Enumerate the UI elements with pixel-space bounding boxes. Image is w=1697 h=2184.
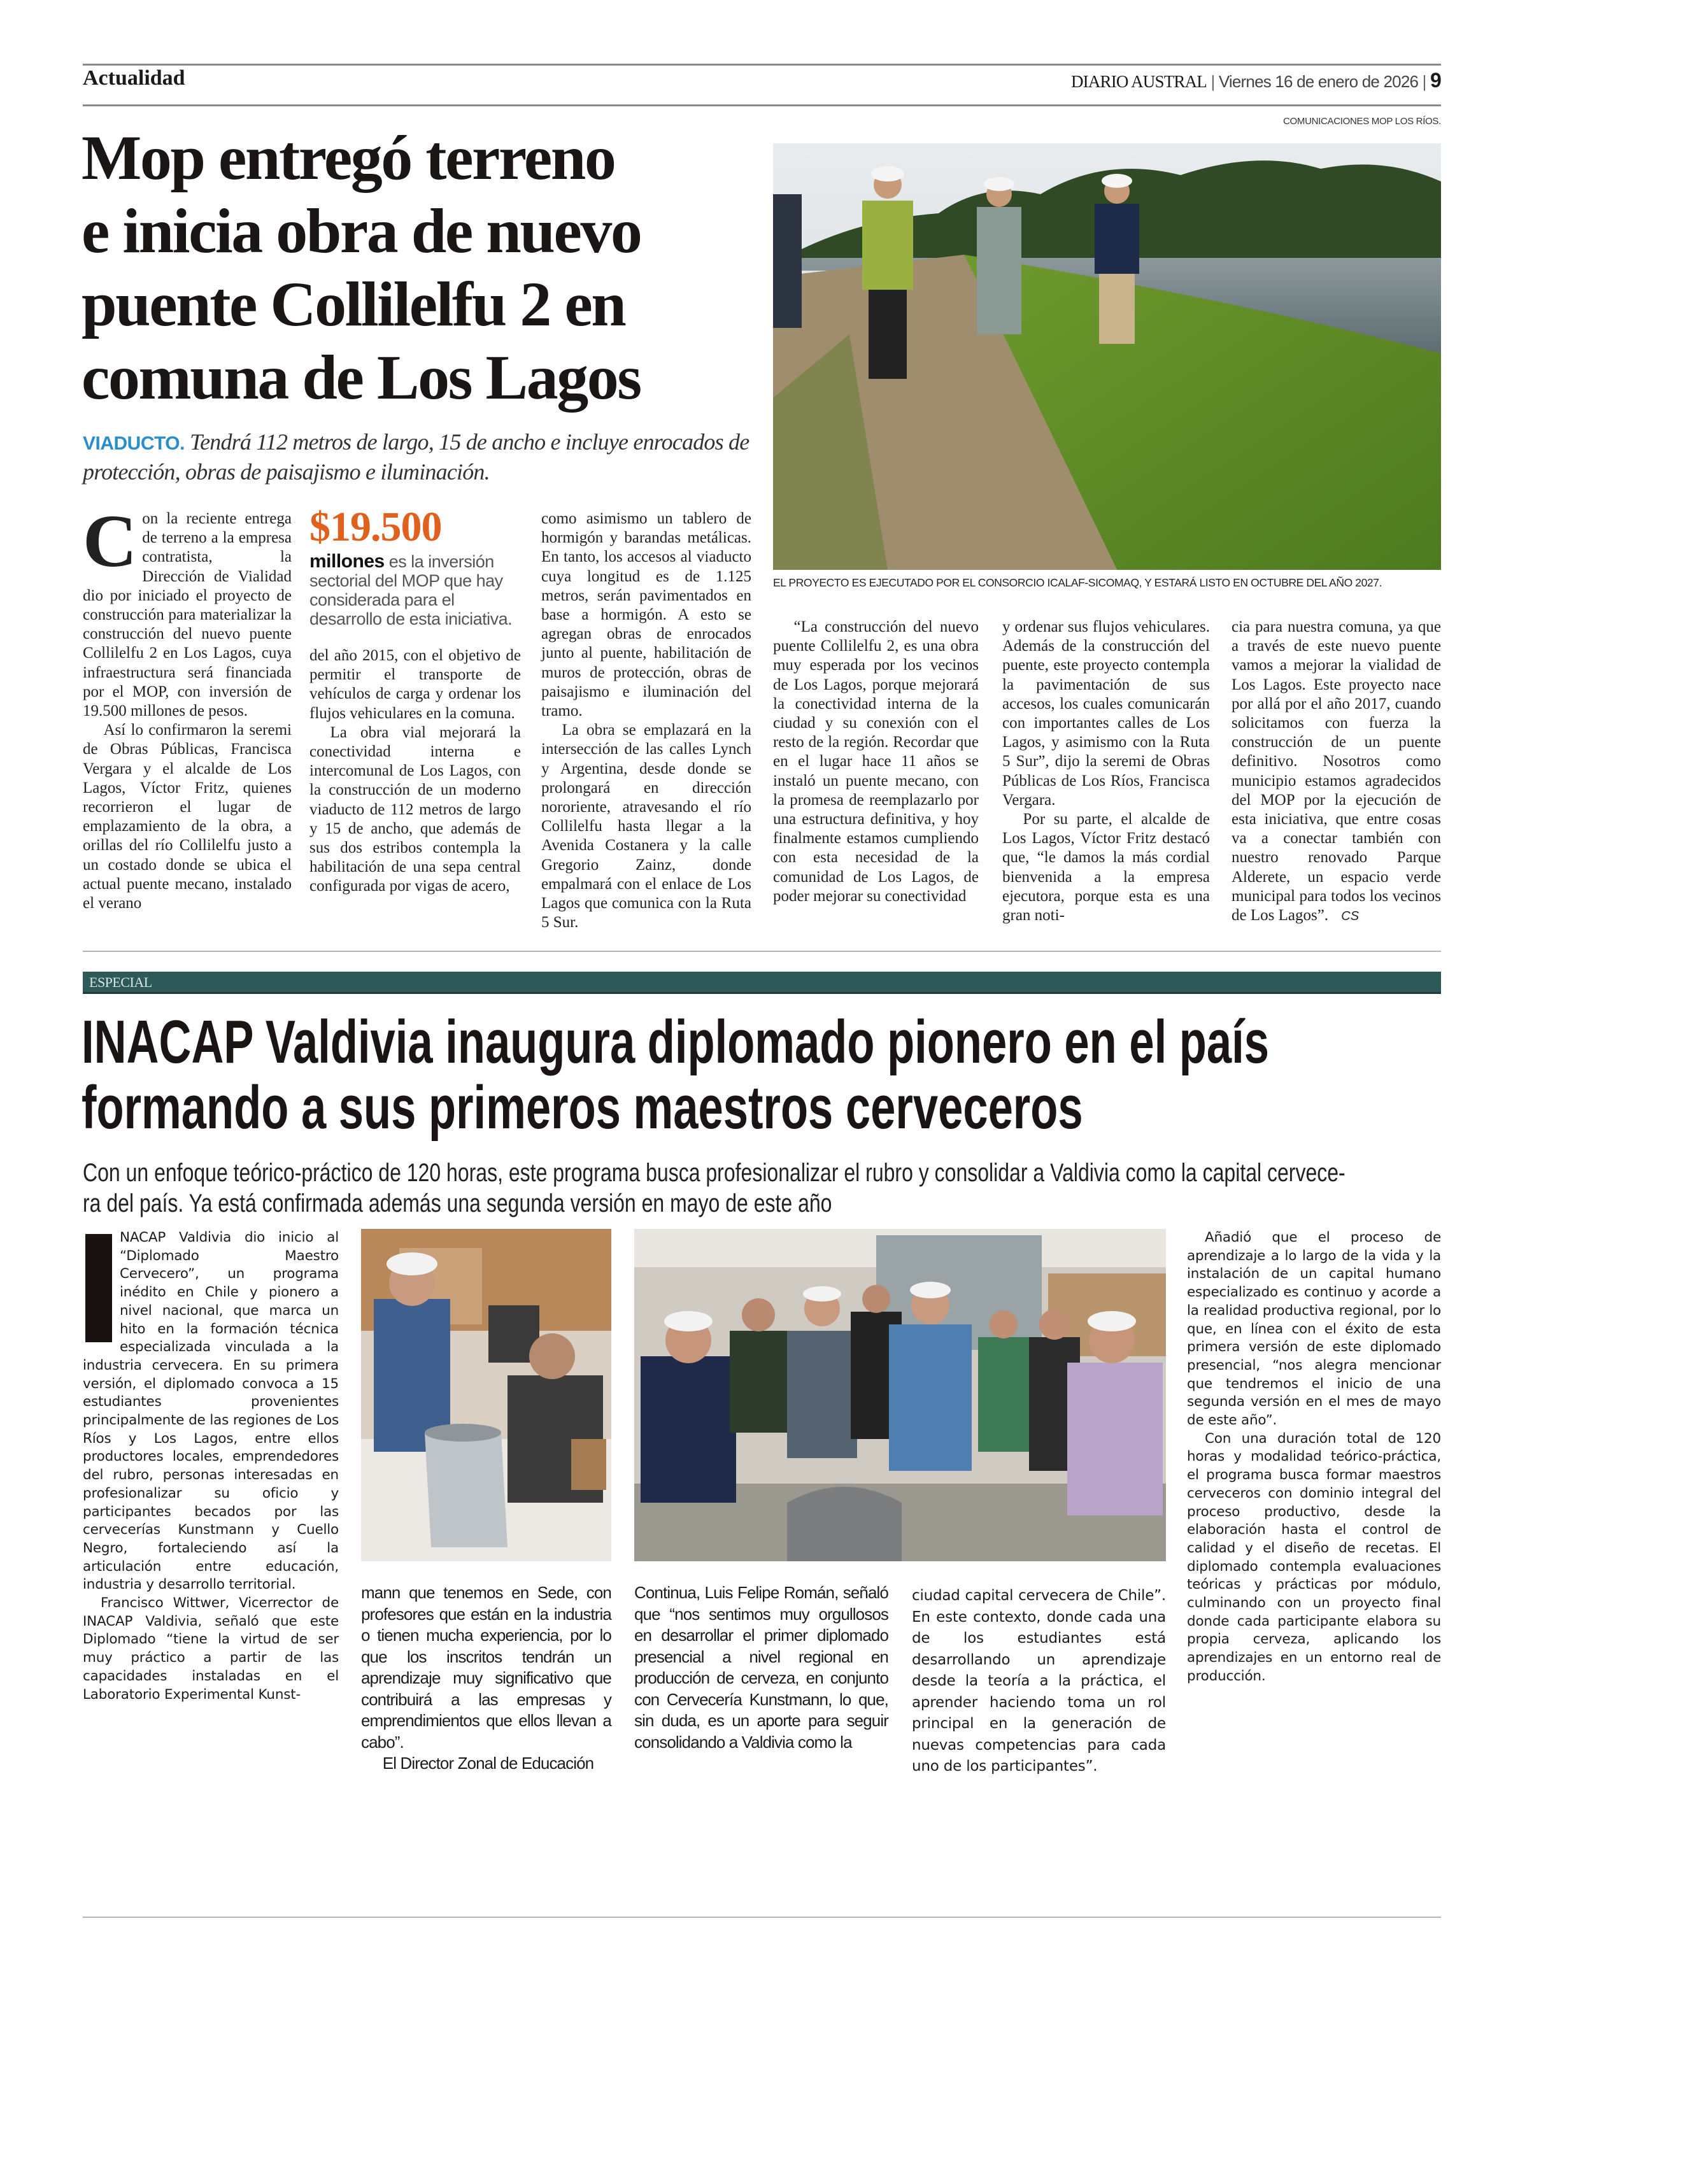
photo-caption: EL PROYECTO ES EJECUTADO POR EL CONSORCIO ICALAF-SICOMAQ, Y ESTARÁ LISTO EN OCTUBRE DEL AÑO 2027. (773, 576, 1382, 589)
article2-headline (82, 1009, 1697, 1140)
article-divider (83, 951, 1441, 952)
paragraph: ciudad capital cervecera de Chile”. En este contexto, donde cada una de los estudiantes está desarrollando un aprendizaje desde la teoría a la práctica, el aprender haciendo toma un rol principal en la generación de nuevas competencias para cada uno de los participantes”. (912, 1587, 1166, 1775)
headline-line: e inicia obra de nuevo (82, 195, 641, 266)
article2-deck (83, 1158, 1661, 1219)
photo-group-students (634, 1229, 1166, 1561)
article1-column-4 (773, 618, 979, 906)
article2-column-5 (1187, 1229, 1441, 1686)
separator: | (1211, 72, 1215, 91)
paragraph: on la reciente entrega de terreno a la empresa contratista, la Dirección de Vialidad dio por iniciado el proyecto de construcción para materializar la construcción del nuevo puente Collilelfu 2 en Los Lagos, cuya infraestructura será financiada por el MOP, con inversión de 19.500 millones de pesos. (83, 510, 292, 720)
deck-line: ra del país. Ya está confirmada además una segunda versión en mayo de este año (83, 1189, 832, 1217)
article1-column-1 (83, 499, 292, 913)
issue-date: Viernes 16 de enero de 2026 (1218, 72, 1419, 91)
section-bar (83, 972, 1441, 994)
article1-column-3 (541, 509, 751, 932)
headline-line: puente Collilelfu 2 en (82, 269, 625, 339)
paragraph: y ordenar sus flujos vehiculares. Además de la construcción del puente, este proyecto contempla la pavimentación de sus accesos, los cuales comunicarán con importantes calles de Los Lagos, y asimismo con la Ruta 5 Sur”, dijo la seremi de Obras Públicas de Los Ríos, Francisca Vergara. (1002, 618, 1210, 809)
separator: | (1422, 72, 1426, 91)
paragraph: Así lo confirmaron la seremi de Obras Públicas, Francisca Vergara y el alcalde de Los Lagos, Víctor Fritz, quienes recorrieron el lugar de emplazamiento de la obra, a orillas del río Collilelfu justo a un costado donde se ubica el actual puente mecano, instalado el verano (83, 721, 292, 912)
photo-image (361, 1229, 611, 1561)
section-label: Actualidad (83, 66, 185, 90)
paragraph: Continua, Luis Felipe Román, señaló que “nos sentimos muy orgullosos en desarrollar el primer diplomado presencial a nivel regional en producción de cerveza, en conjunto con Cervecería Kunstmann, lo que, sin duda, es un aporte para seguir consolidando a Valdivia como la (634, 1583, 888, 1752)
folio (1071, 69, 1441, 92)
paragraph: Francisco Wittwer, Vicerrector de INACAP Valdivia, señaló que este Diplomado “tiene la virtud de ser muy práctico a partir de las capacidades instaladas en el Laboratorio Experimental Kunst- (83, 1595, 339, 1703)
article1-column-6 (1232, 618, 1441, 926)
callout-unit: millones (309, 551, 385, 572)
end-mark: CS (1341, 909, 1360, 924)
headline-line: comuna de Los Lagos (82, 342, 641, 413)
callout-description: es la inversión sectorial del MOP que hay considerada para el desarrollo de esta iniciativa. (309, 552, 513, 628)
photo-image (634, 1229, 1166, 1561)
paragraph: como asimismo un tablero de hormigón y barandas metálicas. En tanto, los accesos al viaducto cuya longitud es de 1.125 metros, serán pavimentados en base a hormigón. A esto se agregan obras de enrocados junto al puente, habilitación de muros de protección, obras de paisajismo e iluminación del tramo. (541, 510, 751, 720)
article1-column-2 (309, 646, 521, 897)
paragraph: Con una duración total de 120 horas y modalidad teórico-práctica, el programa busca formar maestros cerveceros con dominio integral del proceso productivo, desde la elaboración hasta el control de calidad y el diseño de recetas. El diplomado contempla evaluaciones teóricas y prácticas por módulo, culminando con un proyecto final donde cada participante elabora su propia cerveza, aplicando los aprendizajes en un entorno real de producción. (1187, 1430, 1441, 1684)
photo-credit: COMUNICACIONES MOP LOS RÍOS. (1282, 116, 1441, 127)
callout-text (309, 552, 521, 628)
callout-amount: $19.500 (309, 504, 442, 550)
headline-line: formando a sus primeros maestros cerveceros (82, 1074, 1083, 1142)
photo-image (773, 143, 1441, 570)
deck-line: Con un enfoque teórico-práctico de 120 horas, este programa busca profesionalizar el rubro y consolidar a Valdivia como la capital cervece- (83, 1159, 1346, 1187)
paragraph: “La construcción del nuevo puente Collilelfu 2, es una obra muy esperada por los vecinos de Los Lagos, porque mejorará la conectividad interna de la ciudad y su conexión con el resto de la región. Recordar que en el lugar hace 11 años se instaló un puente mecano, con la promesa de reemplazarlo por una estructura definitiva, y hoy finalmente estamos cumpliendo con esta necesidad de la comunidad de Los Lagos, de poder mejorar su conectividad (773, 618, 979, 905)
headline-line: Mop entregó terreno (82, 122, 615, 193)
headline-line: INACAP Valdivia inaugura diplomado pionero en el país (82, 1008, 1269, 1076)
photo-lab-brewing (361, 1229, 611, 1561)
paragraph: La obra se emplazará en la intersección de las calles Lynch y Argentina, desde donde se prolongará en dirección nororiente, atravesando el río Collilelfu hasta llegar a la Avenida Costanera y la calle Gregorio Zainz, donde empalmará con el enlace de Los Lagos que comunica con la Ruta 5 Sur. (541, 721, 751, 932)
article2-column-1 (83, 1229, 339, 1704)
article2-column-3 (634, 1582, 888, 1753)
paragraph: del año 2015, con el objetivo de permitir el transporte de vehículos de carga y ordenar los flujos vehiculares en la comuna. (309, 647, 521, 722)
paragraph: Añadió que el proceso de aprendizaje a lo largo de la vida y la instalación de un capital humano especializado es continuo y acorde a la realidad productiva regional, por lo que, en línea con el éxito de esta primera versión de este diplomado presencial, “nos alegra mencionar que tendremos el inicio de una segunda versión en el mes de mayo de este año”. (1187, 1230, 1441, 1429)
header-bottom-rule (83, 104, 1441, 106)
page-bottom-rule (83, 1917, 1441, 1918)
article1-headline (82, 121, 641, 414)
article2-column-2 (361, 1582, 611, 1775)
paragraph-text: cia para nuestra comuna, ya que a través de este nuevo puente vamos a mejorar la vialidad de Los Lagos. Este proyecto nace por allá por el año 2017, cuando solicitamos con fuerza la construcción de un puente definitivo. Nosotros como municipio estamos agradecidos del MOP por la ejecución de esta iniciativa, que entre cosas va a conectar también con nuestro renovado Parque Alderete, un espacio verde municipal para todos los vecinos de Los Lagos”. (1232, 618, 1441, 925)
paragraph: mann que tenemos en Sede, con profesores que están en la industria o tienen mucha experiencia, por lo que los inscritos tendrán un aprendizaje muy significativo que contribuirá a las empresas y emprendimientos que ellos llevan a cabo”. (361, 1583, 611, 1752)
subhead-text: Tendrá 112 metros de largo, 15 de ancho e incluye enrocados de protección, obras de paisajismo e iluminación. (83, 429, 749, 485)
page-number: 9 (1430, 69, 1441, 92)
article1-subhead (83, 428, 770, 486)
article1-column-5 (1002, 618, 1210, 925)
paragraph: NACAP Valdivia dio inicio al “Diplomado Maestro Cervecero”, un programa inédito en Chile y pionero a nivel nacional, que marca un hito en la formación técnica especializada vinculada a la industria cervecera. En su primera versión, el diplomado convoca a 15 estudiantes provenientes principalmente de las regiones de Los Ríos y Los Lagos, entre ellos productores locales, emprendedores del rubro, personas interesadas en profesionalizar su oficio y participantes becados por las cervecerías Kunstmann y Cuello Negro, fortaleciendo así la articulación entre educación, industria y desarrollo territorial. (83, 1230, 339, 1593)
investment-callout (309, 506, 521, 628)
kicker: VIADUCTO. (83, 433, 185, 454)
paragraph: La obra vial mejorará la conectividad interna e intercomunal de Los Lagos, con la construcción de un moderno viaducto de 112 metros de largo y 15 de ancho, que además de sus dos estribos contempla la habilitación de una sepa central configurada por vigas de acero, (309, 723, 521, 895)
header-top-rule (83, 64, 1441, 66)
paragraph: Por su parte, el alcalde de Los Lagos, Víctor Fritz destacó que, “le damos la más cordial bienvenida a la empresa ejecutora, porque esta es una gran noti- (1002, 811, 1210, 925)
article2-column-4 (912, 1585, 1166, 1778)
dropcap: C (83, 499, 138, 583)
paragraph: El Director Zonal de Educación (382, 1754, 594, 1773)
photo-officials-riverbank (773, 143, 1441, 570)
paragraph (1232, 618, 1441, 926)
paper-name: DIARIO AUSTRAL (1070, 72, 1207, 91)
section-tag: ESPECIAL (89, 974, 152, 990)
dropcap: I (85, 1233, 121, 1344)
